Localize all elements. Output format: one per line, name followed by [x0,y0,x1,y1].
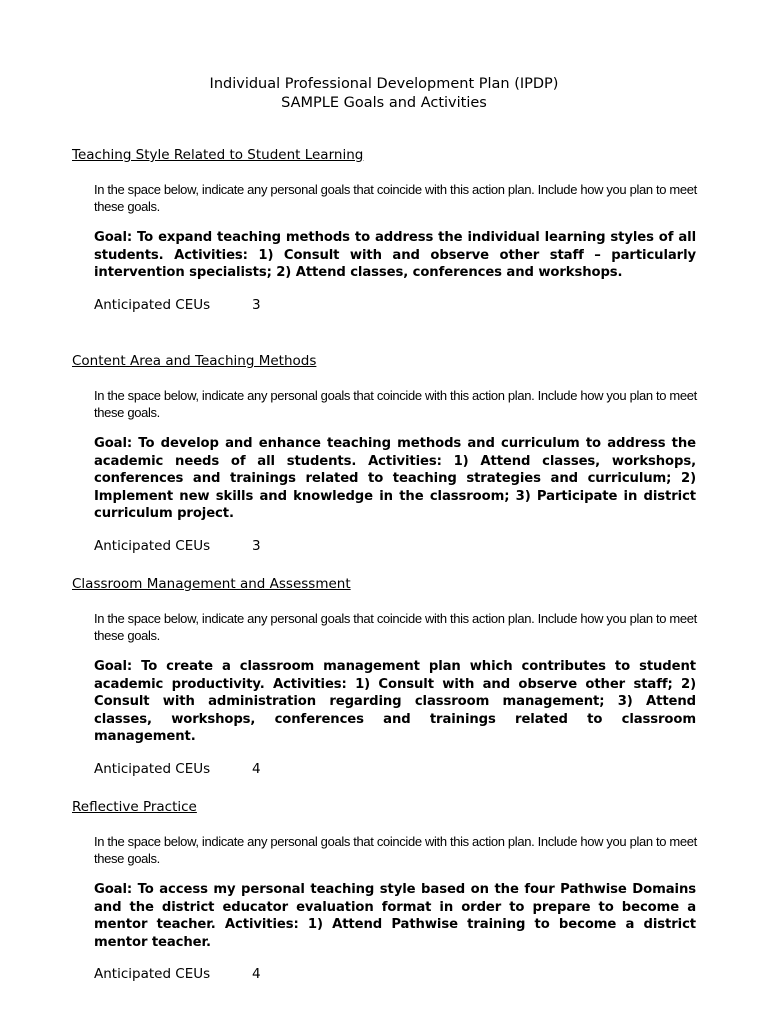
ceu-value: 4 [252,760,261,777]
ceu-label: Anticipated CEUs [94,966,211,982]
ceu-row [94,297,702,314]
ceu-label: Anticipated CEUs [94,760,211,777]
section-teaching-style [72,147,702,314]
goal-text: Goal: To access my personal teaching style based on the four Pathwise Domains and the district educator evaluation format in order to prepare to become a mentor teacher. Activities: 1) Attend Pathwise training to become a district mentor teacher. [94,882,696,950]
section-heading: Content Area and Teaching Methods [72,353,317,369]
ceu-label: Anticipated CEUs [94,537,211,554]
section-instructions: In the space below, indicate any personal goals that coincide with this action plan. Include how you plan to meet these goals. [94,388,697,420]
ceu-row [94,966,702,983]
goal-text: Goal: To expand teaching methods to address the individual learning styles of all students. Activities: 1) Consult with and observe other staff – particularly intervention specialists; 2) Attend classes, conferences and workshops. [94,230,696,280]
ceu-value: 3 [252,537,261,554]
title-line-1: Individual Professional Development Plan (IPDP) [209,76,559,92]
section-content-area [72,353,702,555]
ceu-value: 4 [252,966,261,982]
ceu-label: Anticipated CEUs [94,296,211,313]
section-instructions: In the space below, indicate any personal goals that coincide with this action plan. Include how you plan to meet these goals. [94,834,697,866]
ceu-row [94,761,702,778]
section-heading: Reflective Practice [72,799,197,815]
ceu-row [94,538,702,555]
document-title [0,75,768,113]
goal-text: Goal: To create a classroom management plan which contributes to student academic productivity. Activities: 1) Consult with and observe other staff; 2) Consult with administration regarding classroom management; 3) Attend classes, workshops, conferences and trainings related to classroom management. [94,659,696,744]
goal-text: Goal: To develop and enhance teaching methods and curriculum to address the academic needs of all students. Activities: 1) Attend classes, workshops, conferences and trainings related to teaching strategies and curriculum; 2) Implement new skills and knowledge in the classroom; 3) Participate in district curriculum project. [94,436,696,521]
ceu-value: 3 [252,296,261,313]
section-heading: Classroom Management and Assessment [72,576,351,592]
section-instructions: In the space below, indicate any personal goals that coincide with this action plan. Include how you plan to meet these goals. [94,182,697,214]
section-instructions: In the space below, indicate any personal goals that coincide with this action plan. Include how you plan to meet these goals. [94,611,697,643]
section-classroom-management [72,576,702,778]
section-heading: Teaching Style Related to Student Learning [72,147,364,163]
section-reflective-practice [72,799,702,983]
title-line-2: SAMPLE Goals and Activities [281,95,487,111]
